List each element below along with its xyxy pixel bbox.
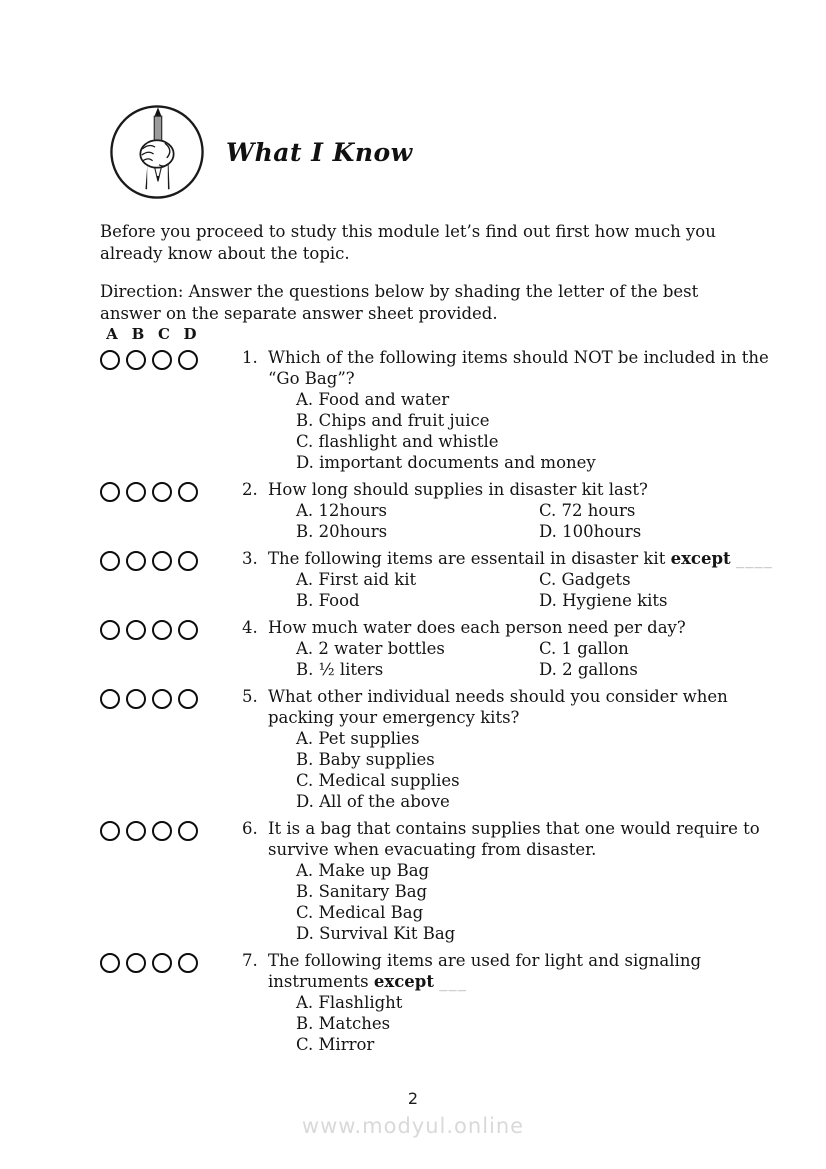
- option-label: A. First aid kit: [296, 570, 417, 589]
- answer-letter-c: C: [158, 325, 170, 343]
- option-label: C. Medical supplies: [296, 771, 460, 790]
- answer-bubble-q3-b[interactable]: [126, 551, 146, 571]
- answer-bubbles-q6: [100, 818, 242, 944]
- option-label: B. ½ liters: [296, 660, 384, 679]
- question-body: [242, 479, 648, 542]
- question-number: 6.: [242, 819, 258, 838]
- option-row: [296, 389, 769, 410]
- question-number: 4.: [242, 618, 258, 637]
- option-label: A. Food and water: [296, 390, 450, 409]
- question-row-7: [100, 950, 800, 1055]
- question-text: How long should supplies in disaster kit last?: [268, 480, 648, 499]
- page-number: 2: [407, 1089, 419, 1108]
- option-label: A. Pet supplies: [296, 729, 420, 748]
- option-label: B. Sanitary Bag: [296, 882, 428, 901]
- answer-bubble-q4-c[interactable]: [152, 620, 172, 640]
- option-row: [296, 749, 728, 770]
- answer-bubble-q4-b[interactable]: [126, 620, 146, 640]
- answer-bubble-q1-d[interactable]: [178, 350, 198, 370]
- answer-bubble-q5-a[interactable]: [100, 689, 120, 709]
- option-label: C. Gadgets: [539, 570, 631, 589]
- answer-bubble-q3-c[interactable]: [152, 551, 172, 571]
- answer-bubbles-q2: [100, 479, 242, 542]
- answer-bubble-q5-d[interactable]: [178, 689, 198, 709]
- intro-line-2: already know about the topic.: [100, 244, 350, 263]
- question-text: The following items are essentail in disaster kit except ____: [268, 549, 773, 568]
- direction-line-1: Direction: Answer the questions below by shading the letter of the best: [100, 282, 699, 301]
- option-label: B. Chips and fruit juice: [296, 411, 490, 430]
- question-row-4: [100, 617, 800, 680]
- question-text: instruments except ___: [268, 972, 467, 991]
- section-title: What I Know: [226, 137, 413, 167]
- answer-bubble-q7-d[interactable]: [178, 953, 198, 973]
- option-row: [296, 431, 769, 452]
- answer-letter-a: A: [106, 325, 118, 343]
- option-label: A. 2 water bottles: [296, 639, 445, 658]
- question-number: 3.: [242, 549, 258, 568]
- answer-bubbles-q7: [100, 950, 242, 1055]
- question-row-1: [100, 347, 800, 473]
- answer-bubble-q7-c[interactable]: [152, 953, 172, 973]
- section-header: [108, 103, 413, 201]
- question-area: [100, 326, 800, 1061]
- answer-bubble-q5-b[interactable]: [126, 689, 146, 709]
- watermark: www.modyul.online: [301, 1114, 525, 1138]
- answer-bubbles-q3: [100, 548, 242, 611]
- option-row: [296, 452, 769, 473]
- question-body: [242, 950, 701, 1055]
- question-number: 7.: [242, 951, 258, 970]
- option-row: [296, 638, 686, 659]
- option-label: D. All of the above: [296, 792, 450, 811]
- option-label: D. 2 gallons: [539, 660, 638, 679]
- question-row-2: [100, 479, 800, 542]
- answer-bubble-q4-d[interactable]: [178, 620, 198, 640]
- option-row: [296, 590, 773, 611]
- intro-paragraph: [100, 221, 716, 265]
- answer-bubbles-q1: [100, 347, 242, 473]
- answer-bubble-q1-a[interactable]: [100, 350, 120, 370]
- option-row: [296, 992, 701, 1013]
- direction-paragraph: [100, 281, 698, 325]
- option-row: [296, 500, 648, 521]
- answer-bubble-q2-d[interactable]: [178, 482, 198, 502]
- question-text: survive when evacuating from disaster.: [268, 840, 597, 859]
- answer-letters-header: [102, 326, 800, 342]
- answer-bubble-q6-a[interactable]: [100, 821, 120, 841]
- option-row: [296, 659, 686, 680]
- option-label: D. Hygiene kits: [539, 591, 668, 610]
- question-text: The following items are used for light and signaling: [268, 951, 702, 970]
- answer-bubble-q3-d[interactable]: [178, 551, 198, 571]
- question-row-6: [100, 818, 800, 944]
- question-row-5: [100, 686, 800, 812]
- option-row: [296, 923, 760, 944]
- option-row: [296, 791, 728, 812]
- option-label: A. Flashlight: [296, 993, 403, 1012]
- option-row: [296, 410, 769, 431]
- hand-pencil-icon: [108, 103, 206, 201]
- option-label: B. Food: [296, 591, 360, 610]
- option-label: D. important documents and money: [296, 453, 596, 472]
- option-label: C. flashlight and whistle: [296, 432, 499, 451]
- answer-bubble-q6-d[interactable]: [178, 821, 198, 841]
- question-text: What other individual needs should you consider when: [268, 687, 728, 706]
- answer-bubble-q2-c[interactable]: [152, 482, 172, 502]
- answer-letter-b: B: [131, 325, 145, 343]
- answer-bubbles-q4: [100, 617, 242, 680]
- answer-bubble-q3-a[interactable]: [100, 551, 120, 571]
- question-text: It is a bag that contains supplies that one would require to: [268, 819, 760, 838]
- answer-bubble-q6-c[interactable]: [152, 821, 172, 841]
- question-number: 5.: [242, 687, 258, 706]
- option-row: [296, 1013, 701, 1034]
- answer-bubble-q1-b[interactable]: [126, 350, 146, 370]
- answer-bubble-q2-b[interactable]: [126, 482, 146, 502]
- question-row-3: [100, 548, 800, 611]
- question-body: [242, 617, 686, 680]
- answer-bubble-q7-b[interactable]: [126, 953, 146, 973]
- question-body: [242, 548, 773, 611]
- question-text: packing your emergency kits?: [268, 708, 520, 727]
- option-row: [296, 569, 773, 590]
- option-label: B. Matches: [296, 1014, 391, 1033]
- question-text: How much water does each person need per day?: [268, 618, 686, 637]
- answer-letter-d: D: [183, 325, 197, 343]
- questions-list: [100, 347, 800, 1055]
- question-number: 1.: [242, 348, 258, 367]
- question-text: Which of the following items should NOT be included in the: [268, 348, 769, 367]
- option-row: [296, 860, 760, 881]
- option-row: [296, 770, 728, 791]
- question-body: [242, 347, 769, 473]
- answer-bubble-q6-b[interactable]: [126, 821, 146, 841]
- option-label: B. Baby supplies: [296, 750, 435, 769]
- option-row: [296, 881, 760, 902]
- answer-bubble-q5-c[interactable]: [152, 689, 172, 709]
- option-label: A. 12hours: [296, 501, 387, 520]
- answer-bubble-q4-a[interactable]: [100, 620, 120, 640]
- option-label: A. Make up Bag: [296, 861, 430, 880]
- option-label: B. 20hours: [296, 522, 388, 541]
- option-label: D. Survival Kit Bag: [296, 924, 456, 943]
- option-row: [296, 902, 760, 923]
- question-body: [242, 686, 728, 812]
- option-label: C. 72 hours: [539, 501, 636, 520]
- answer-bubble-q2-a[interactable]: [100, 482, 120, 502]
- direction-line-2: answer on the separate answer sheet provided.: [100, 304, 498, 323]
- option-label: C. Medical Bag: [296, 903, 424, 922]
- question-number: 2.: [242, 480, 258, 499]
- answer-bubbles-q5: [100, 686, 242, 812]
- question-body: [242, 818, 760, 944]
- option-row: [296, 1034, 701, 1055]
- intro-line-1: Before you proceed to study this module let’s find out first how much you: [100, 222, 716, 241]
- answer-bubble-q7-a[interactable]: [100, 953, 120, 973]
- answer-bubble-q1-c[interactable]: [152, 350, 172, 370]
- option-row: [296, 728, 728, 749]
- option-label: D. 100hours: [539, 522, 642, 541]
- question-text: “Go Bag”?: [268, 369, 355, 388]
- option-row: [296, 521, 648, 542]
- option-label: C. Mirror: [296, 1035, 375, 1054]
- option-label: C. 1 gallon: [539, 639, 629, 658]
